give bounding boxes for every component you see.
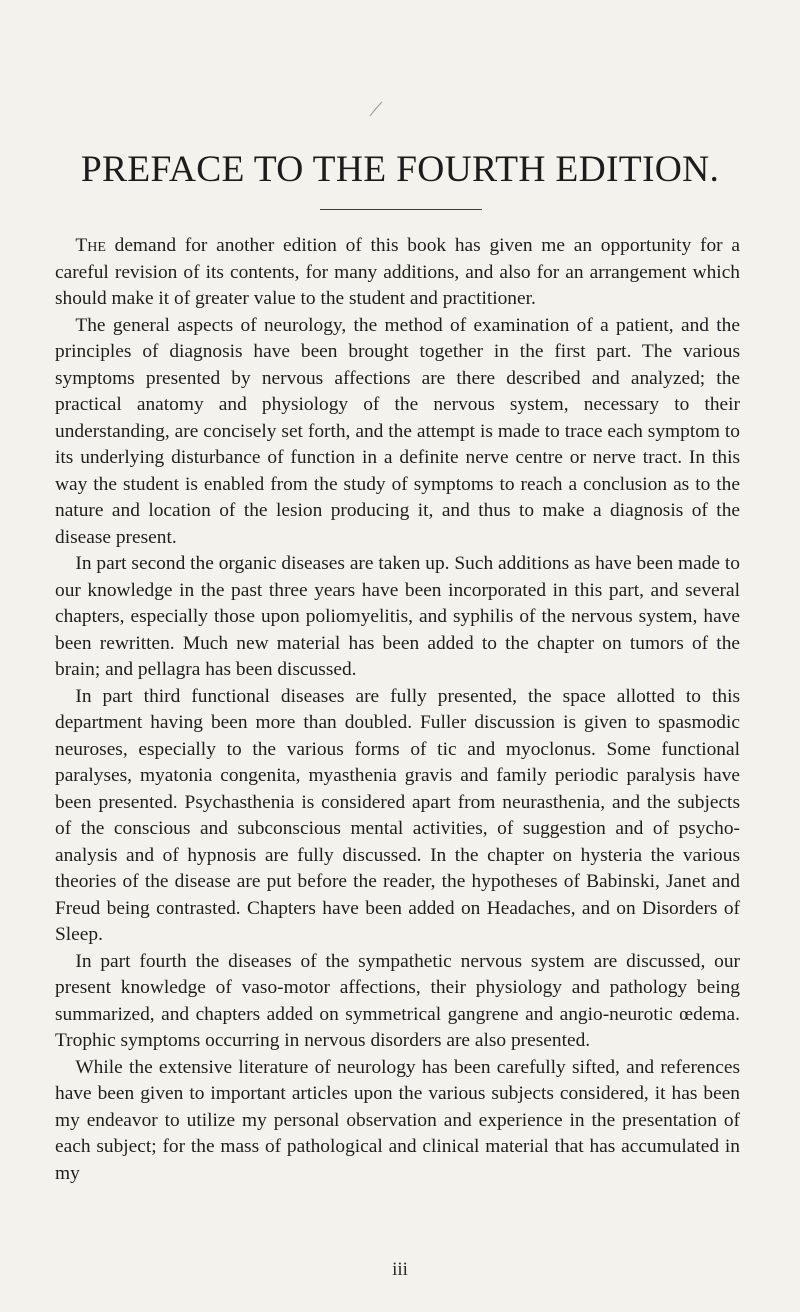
paragraph-1-lead: The [75, 235, 106, 256]
paragraph-1-text: demand for another edition of this book has given me an opportunity for a careful revision of its contents, for many additions, and also for an arrangement which should make it of greater value to the student and practitioner. [55, 235, 740, 309]
paragraph-5: In part fourth the diseases of the sympathetic nervous system are discussed, our present knowledge of vaso-motor affections, their physiology and pathology being summarized, and chapters added on symmetrical gangrene and angio-neurotic œdema. Trophic symptoms occurring in nervous disorders are also presented. [55, 950, 740, 1051]
preface-body [55, 233, 740, 1187]
page-title: PREFACE TO THE FOURTH EDITION. [80, 149, 720, 190]
paragraph-4: In part third functional diseases are fully presented, the space allotted to this department having been more than doubled. Fuller discussion is given to spasmodic neuroses, especially to the various forms of tic and myoclonus. Some functional paralyses, myatonia congenita, myasthenia gravis and family periodic paralysis have been presented. Psychasthenia is considered apart from neurasthenia, and the subjects of the conscious and subconscious mental activities, of suggestion and of psycho-analysis and of hypnosis are fully discussed. In the chapter on hysteria the various theories of the disease are put before the reader, the hypotheses of Babinski, Janet and Freud being contrasted. Chapters have been added on Headaches, and on Disorders of Sleep. [55, 685, 740, 945]
paragraph-3: In part second the organic diseases are taken up. Such additions as have been made to our knowledge in the past three years have been incorporated in this part, and several chapters, especially those upon poliomyelitis, and syphilis of the nervous system, have been rewritten. Much new material has been added to the chapter on tumors of the brain; and pellagra has been discussed. [55, 553, 740, 680]
page-number: iii [392, 1259, 408, 1280]
paragraph-6: While the extensive literature of neurology has been carefully sifted, and references have been given to important articles upon the various subjects considered, it has been my endeavor to utilize my personal observation and experience in the presentation of each subject; for the mass of pathological and clinical material that has accumulated in my [55, 1056, 740, 1184]
paragraph-1 [55, 233, 740, 313]
ink-speck-mark [368, 100, 384, 118]
paragraph-2: The general aspects of neurology, the method of examination of a patient, and the principles of diagnosis have been brought together in the first part. The various symptoms presented by nervous affections are there described and analyzed; the practical anatomy and physiology of the nervous system, necessary to their understanding, are concisely set forth, and the attempt is made to trace each symptom to its underlying disturbance of function in a definite nerve centre or nerve tract. In this way the student is enabled from the study of symptoms to reach a conclusion as to the nature and location of the lesion producing it, and thus to make a diagnosis of the disease present. [55, 314, 740, 548]
title-rule [320, 209, 482, 210]
